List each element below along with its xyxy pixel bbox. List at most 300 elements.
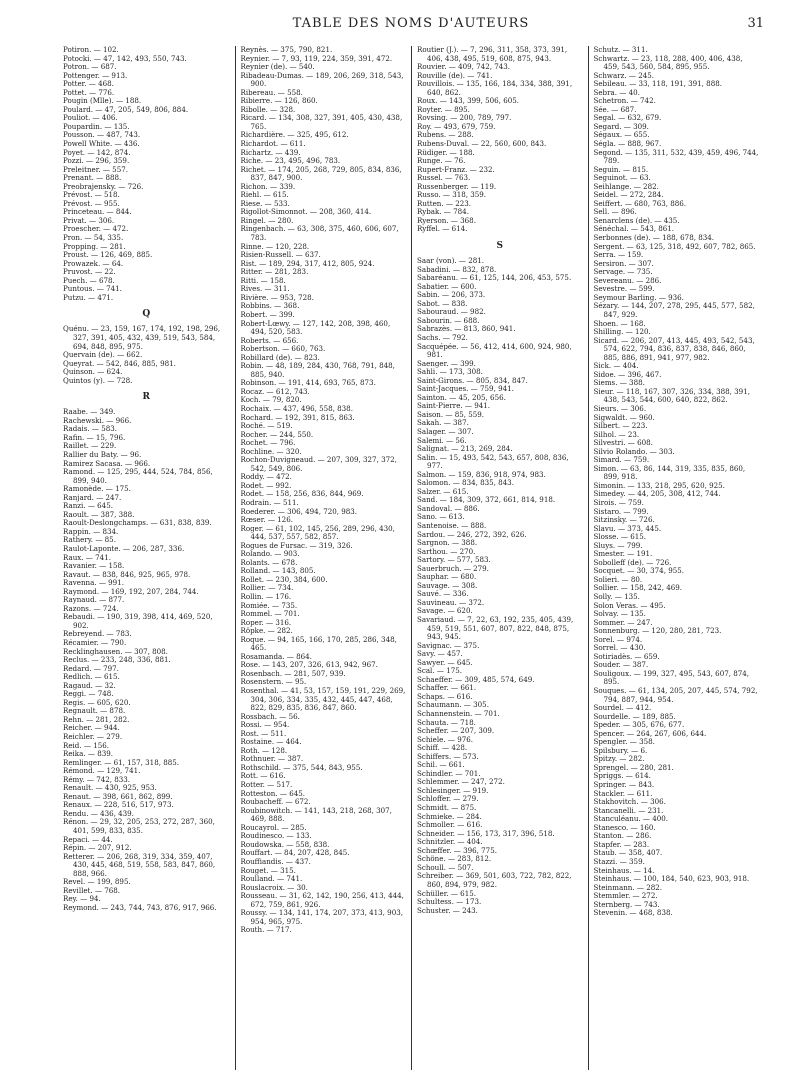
author-entry: Rochet. — 796. bbox=[240, 438, 296, 448]
author-entry: Prévost. — 955. bbox=[63, 198, 120, 208]
author-entry: Rybak. — 784. bbox=[417, 207, 469, 217]
section-letter: R bbox=[142, 392, 150, 403]
author-entry: Sahli. — 173, 308. bbox=[417, 367, 483, 377]
author-entry: Reggi. — 748. bbox=[63, 689, 114, 699]
author-entry: Poupardin. — 135. bbox=[63, 121, 130, 131]
author-entry: Roy. — 493, 679, 759. bbox=[417, 121, 496, 131]
author-entry: Schmieke. — 284. bbox=[417, 811, 482, 821]
author-entry: Schreiber. — 369, 501, 603, 722, 782, 822, 860, 894, 979, 982. bbox=[417, 871, 572, 889]
author-entry: Potocki. — 47, 142, 493, 550, 743. bbox=[63, 53, 187, 63]
author-entry: Roux. — 143, 399, 506, 605. bbox=[417, 96, 519, 106]
author-entry: Rouvier. — 409, 742, 743. bbox=[417, 62, 511, 72]
author-entry: Staub. — 358, 407. bbox=[593, 848, 663, 858]
author-entry: Routh. — 717. bbox=[240, 925, 292, 935]
author-entry: Sauvineau. — 372. bbox=[417, 597, 485, 607]
author-entry: Rost. — 511. bbox=[240, 728, 287, 738]
author-entry: Rossbach. — 56. bbox=[240, 711, 300, 721]
author-entry: Radais. — 583. bbox=[63, 424, 118, 434]
author-entry: Rostaine. — 464. bbox=[240, 737, 302, 747]
author-entry: Rolants. — 678. bbox=[240, 557, 298, 567]
author-entry: Potiron. — 102. bbox=[63, 46, 119, 54]
author-entry: Regis. — 605, 620. bbox=[63, 697, 131, 707]
author-entry: Steinmann. — 282. bbox=[593, 882, 662, 892]
author-entry: Roger. — 61, 102, 145, 256, 289, 296, 430, 444, 537, 557, 582, 857. bbox=[240, 523, 395, 542]
author-entry: Rivière. — 953, 728. bbox=[240, 292, 314, 302]
author-entry: Segal. — 632, 679. bbox=[593, 113, 662, 123]
author-entry: Rist. — 189, 294, 317, 412, 805, 924. bbox=[240, 258, 375, 268]
author-entry: Revillet. — 768. bbox=[63, 885, 121, 895]
author-entry: Souques. — 61, 134, 205, 207, 445, 574, 792, 794, 887, 944, 954. bbox=[593, 686, 758, 704]
author-entry: Sauphar. — 680. bbox=[417, 572, 477, 582]
author-entry: Salemi. — 56. bbox=[417, 435, 467, 445]
author-entry: Sieurs. — 306. bbox=[593, 403, 647, 413]
author-entry: Princeteau. — 844. bbox=[63, 207, 132, 217]
author-entry: Sardou. — 246, 272, 392, 626. bbox=[417, 529, 527, 539]
author-entry: Recklinghausen. — 307, 808. bbox=[63, 646, 168, 656]
author-entry: Raabe. — 349. bbox=[63, 407, 116, 417]
author-entry: Ravenna. — 991. bbox=[63, 578, 124, 588]
author-entry: Prévost. — 518. bbox=[63, 190, 120, 200]
author-entry: Simard. — 759. bbox=[593, 455, 650, 465]
author-entry: Schlesinger. — 919. bbox=[417, 785, 489, 795]
author-entry: Rotteston. — 645. bbox=[240, 788, 305, 798]
author-entry: Silvestri. — 608. bbox=[593, 438, 653, 448]
author-entry: Rouffart. — 84, 207, 428, 845. bbox=[240, 848, 350, 858]
author-entry: Preleitner. — 557. bbox=[63, 164, 128, 174]
author-entry: Sarthou. — 270. bbox=[417, 546, 476, 556]
author-entry: Rey. — 94. bbox=[63, 894, 101, 904]
section-letter: Q bbox=[142, 309, 151, 320]
author-entry: Sonnenburg. — 120, 280, 281, 723. bbox=[593, 626, 722, 636]
author-entry: Sabot. — 838. bbox=[417, 298, 468, 308]
author-entry: Pottet. — 776. bbox=[63, 87, 115, 97]
author-entry: Propping. — 281. bbox=[63, 241, 126, 251]
author-entry: Rommel. — 701. bbox=[240, 609, 300, 619]
author-entry: Privat. — 306. bbox=[63, 215, 115, 225]
author-entry: Sprengel. — 280, 281. bbox=[593, 762, 674, 772]
author-entry: Sotiriadès. — 659. bbox=[593, 651, 660, 661]
author-entry: Stemmler. — 272. bbox=[593, 891, 658, 901]
author-entry: Stevenin. — 468, 838. bbox=[593, 908, 673, 918]
author-entry: Proescher. — 472. bbox=[63, 224, 129, 234]
author-entry: Roberts. — 656. bbox=[240, 335, 299, 345]
author-entry: Rappin. — 834. bbox=[63, 526, 119, 536]
author-entry: Scheffer. — 207, 309. bbox=[417, 726, 495, 736]
author-entry: Robinson. — 191, 414, 693, 765, 873. bbox=[240, 378, 376, 388]
author-entry: Ségaux. — 655. bbox=[593, 130, 650, 140]
author-entry: Sauerbruch. — 279. bbox=[417, 563, 489, 573]
author-entry: Salzer. — 615. bbox=[417, 486, 469, 496]
author-entry: Steinhaus. — 100, 184, 540, 623, 903, 918. bbox=[593, 874, 750, 884]
author-entry: Schaps. — 616. bbox=[417, 691, 473, 701]
author-entry: Stanesco. — 160. bbox=[593, 822, 656, 832]
author-entry: Socquet. — 30, 374, 955. bbox=[593, 566, 685, 576]
author-entry: Sebra. — 40. bbox=[593, 87, 640, 97]
author-entry: Prowazek. — 64. bbox=[63, 258, 124, 268]
author-entry: Sauvage. — 308. bbox=[417, 580, 478, 590]
page-number: 31 bbox=[747, 16, 764, 31]
author-entry: Spencer. — 264, 267, 606, 644. bbox=[593, 728, 707, 738]
author-entry: Rebaudi. — 190, 319, 398, 414, 469, 520, 902. bbox=[63, 612, 213, 630]
author-entry: Queyrat. — 542, 846, 885, 981. bbox=[63, 358, 176, 368]
author-entry: Stancanelli. — 231. bbox=[593, 805, 664, 815]
author-entry: Rodrain. — 511. bbox=[240, 497, 299, 507]
author-entry: Rouville (de). — 741. bbox=[417, 70, 493, 80]
author-entry: Roederer. — 306, 494, 720, 983. bbox=[240, 506, 358, 516]
author-entry: Remlinger. — 61, 157, 318, 885. bbox=[63, 757, 180, 767]
author-entry: Renault. — 430, 925, 953. bbox=[63, 783, 157, 793]
author-entry: Schultess. — 173. bbox=[417, 897, 482, 907]
author-entry: Rosamanda. — 864. bbox=[240, 651, 312, 661]
author-entry: Sézary. — 144, 207, 278, 295, 445, 577, 582, 847, 929. bbox=[593, 301, 755, 319]
author-entry: Savignac. — 375. bbox=[417, 640, 480, 650]
author-entry: Springer. — 843. bbox=[593, 780, 655, 790]
author-entry: Rott. — 616. bbox=[240, 771, 286, 781]
author-entry: Stapfer. — 283. bbox=[593, 839, 650, 849]
author-entry: Rouget. — 315. bbox=[240, 865, 296, 875]
author-entry: Salmon. — 159, 836, 918, 974, 983. bbox=[417, 469, 546, 479]
author-entry: Robillard (de). — 823. bbox=[240, 352, 320, 362]
author-entry: Saar (von). — 281. bbox=[417, 256, 484, 266]
author-entry: Rathery. — 85. bbox=[63, 535, 116, 545]
author-entry: Ribolle. — 328. bbox=[240, 104, 296, 114]
author-entry: Schannenstein. — 701. bbox=[417, 709, 500, 719]
author-entry: Rochline. — 320. bbox=[240, 446, 302, 456]
author-entry: Rochard. — 192, 391, 815, 863. bbox=[240, 412, 355, 422]
author-entry: Raux. — 741. bbox=[63, 552, 111, 562]
author-entry: Rollet. — 230, 384, 600. bbox=[240, 574, 328, 584]
author-entry: Schaffer. — 661. bbox=[417, 683, 477, 693]
author-entry: Seiffert. — 680, 763, 886. bbox=[593, 198, 687, 208]
author-entry: Saint-Girons. — 805, 834, 847. bbox=[417, 375, 528, 385]
author-entry: Shoen. — 168. bbox=[593, 318, 646, 328]
author-entry: Prenant. — 888. bbox=[63, 173, 122, 183]
author-entry: Simon. — 63, 86, 144, 319, 335, 835, 860, 899, 918. bbox=[593, 463, 746, 482]
author-entry: Redlich. — 615. bbox=[63, 672, 120, 682]
author-entry: Schaumann. — 305. bbox=[417, 700, 489, 710]
author-entry: Russel. — 763. bbox=[417, 173, 471, 183]
author-entry: Sell. — 896. bbox=[593, 207, 637, 217]
author-entry: Pouliot. — 406. bbox=[63, 113, 118, 123]
author-entry: Russenberger. — 119. bbox=[417, 181, 497, 191]
author-entry: Sabadini. — 832, 878. bbox=[417, 264, 497, 274]
author-entry: Retterer. — 206, 268, 319, 334, 359, 407, 430, 445, 468, 519, 558, 583, 847, 860, 888, 966. bbox=[63, 851, 216, 878]
author-entry: Rosenstern. — 95. bbox=[240, 677, 307, 687]
author-entry: Saenger. — 399. bbox=[417, 358, 476, 368]
author-entry: Schaeffer. — 309, 485, 574, 649. bbox=[417, 674, 535, 684]
author-entry: Seymour Barling. — 936. bbox=[593, 292, 684, 302]
author-entry: Rodet. — 158, 256, 836, 844, 969. bbox=[240, 489, 364, 499]
author-entry: Roubinowitch. — 141, 143, 218, 268, 307, 469, 888. bbox=[240, 805, 392, 824]
author-entry: Sitzinsky. — 726. bbox=[593, 515, 655, 525]
author-entry: Rendu. — 436, 439. bbox=[63, 808, 134, 818]
author-entry: Schauta. — 718. bbox=[417, 717, 476, 727]
author-entry: Scal. — 175. bbox=[417, 666, 462, 676]
author-entry: Ryerson. — 368. bbox=[417, 215, 476, 225]
author-entry: Ricard. — 134, 308, 327, 391, 405, 430, 438, 765. bbox=[240, 113, 403, 131]
author-entry: Rachewski. — 966. bbox=[63, 415, 132, 425]
author-entry: Sommer. — 247. bbox=[593, 617, 653, 627]
author-entry: Rupert-Franz. — 232. bbox=[417, 164, 495, 174]
author-entry: Sorrel. — 430. bbox=[593, 643, 646, 653]
author-entry: Sabin. — 206, 373. bbox=[417, 290, 486, 300]
author-entry: Regnault. — 878. bbox=[63, 706, 126, 716]
author-entry: Rubens-Duval. — 22, 560, 600, 843. bbox=[417, 139, 547, 149]
author-entry: Risien-Russell. — 637. bbox=[240, 250, 321, 260]
author-entry: Royter. — 895. bbox=[417, 104, 470, 114]
author-entry: Spengler. — 358. bbox=[593, 737, 655, 747]
author-entry: Sachs. — 792. bbox=[417, 332, 468, 342]
author-entry: Raillet. — 229. bbox=[63, 441, 117, 451]
author-entry: Rochon-Duvigneaud. — 207, 309, 327, 372, 542, 549, 806. bbox=[240, 455, 397, 473]
author-entry: Schutz. — 311. bbox=[593, 46, 648, 54]
author-entry: Sabrazès. — 813, 860, 941. bbox=[417, 324, 516, 334]
author-entry: Stackler. — 611. bbox=[593, 788, 653, 798]
author-entry: Récamier. — 790. bbox=[63, 638, 127, 647]
author-entry: Savage. — 620. bbox=[417, 606, 473, 616]
author-entry: Sollier. — 158, 242, 469. bbox=[593, 583, 682, 593]
author-entry: Schiffers. — 573. bbox=[417, 751, 479, 761]
author-entry: Ramirez Sacasa. — 966. bbox=[63, 458, 151, 468]
author-entry: Schöne. — 283, 812. bbox=[417, 854, 492, 864]
author-entry: Ramonède. — 175. bbox=[63, 484, 131, 494]
author-entry: Reichler. — 279. bbox=[63, 732, 123, 742]
author-entry: Segond. — 135, 311, 532, 439, 459, 496, 744, 789. bbox=[593, 147, 759, 166]
author-entry: Siems. — 388. bbox=[593, 378, 645, 388]
author-entry: Souder. — 387. bbox=[593, 660, 649, 670]
author-entry: Ramond. — 125, 295, 444, 524, 784, 856, 899, 940. bbox=[63, 467, 213, 485]
author-entry: Rousseau. — 31, 62, 142, 190, 256, 413, 444, 672, 759, 861, 926. bbox=[240, 891, 404, 909]
author-entry: Sourdel. — 412. bbox=[593, 703, 652, 713]
author-entry: Richet. — 174, 205, 268, 729, 805, 834, 836, 837, 847, 900. bbox=[240, 164, 402, 183]
author-entry: Slavu. — 373, 445. bbox=[593, 523, 662, 533]
author-entry: Roudinesco. — 133. bbox=[240, 831, 312, 841]
author-entry: Sebileau. — 33, 118, 191, 391, 888. bbox=[593, 79, 722, 89]
author-entry: Shilling. — 120. bbox=[593, 327, 651, 337]
author-entry: Roulland. — 741. bbox=[240, 874, 303, 884]
author-entry: Silvio Rolando. — 303. bbox=[593, 446, 675, 456]
author-entry: Solieri. — 80. bbox=[593, 574, 643, 584]
author-entry: Quénu. — 23, 159, 167, 174, 192, 198, 296, 327, 391, 405, 432, 439, 519, 543, 584, 694, 848, 895, 975. bbox=[63, 324, 221, 351]
author-entry: Rüdiger. — 188. bbox=[417, 147, 475, 157]
author-entry: Powell White. — 436. bbox=[63, 139, 140, 149]
author-entry: Stazzi. — 359. bbox=[593, 856, 645, 866]
author-entry: Schiele. — 976. bbox=[417, 734, 473, 744]
author-entry: Salignat. — 213, 269, 284. bbox=[417, 444, 513, 454]
author-entry: Pougin (Mlle). — 188. bbox=[63, 96, 142, 106]
author-entry: Sorel. — 974. bbox=[593, 634, 643, 644]
author-entry: Schœffer. — 396, 775. bbox=[417, 845, 497, 855]
author-entry: Ribereau. — 558. bbox=[240, 87, 303, 97]
author-entry: Schlemmer. — 247, 272. bbox=[417, 777, 505, 787]
author-entry: Rigollot-Simonnot. — 208, 360, 414. bbox=[240, 207, 372, 217]
author-entry: Ritti. — 158. bbox=[240, 275, 286, 285]
author-entry: Segard. — 309. bbox=[593, 121, 649, 131]
author-entry: Raoult. — 387, 388. bbox=[63, 509, 135, 519]
author-entry: Rives. — 311. bbox=[240, 284, 290, 294]
author-entry: Sick. — 404. bbox=[593, 361, 639, 371]
author-entry: Routier (J.). — 7, 296, 311, 358, 373, 391, 406, 438, 495, 519, 608, 875, 943. bbox=[417, 46, 568, 63]
author-entry: Schindler. — 701. bbox=[417, 768, 481, 778]
author-entry: Pruvost. — 22. bbox=[63, 267, 116, 277]
author-entry: Richardière. — 325, 495, 612. bbox=[240, 130, 349, 140]
author-entry: Seguin. — 815. bbox=[593, 164, 649, 174]
author-entry: Ryffel. — 614. bbox=[417, 224, 468, 234]
author-entry: Schloffer. — 279. bbox=[417, 794, 479, 804]
author-entry: Sternberg. — 743. bbox=[593, 899, 660, 909]
author-entry: Schiff. — 428. bbox=[417, 743, 468, 753]
author-entry: Rossi. — 954. bbox=[240, 720, 290, 730]
author-entry: Ravanier. — 158. bbox=[63, 561, 125, 571]
author-entry: Sabourin. — 688. bbox=[417, 315, 480, 325]
author-entry: Schnitzler. — 404. bbox=[417, 837, 483, 847]
author-entry: Quintos (y). — 728. bbox=[63, 375, 133, 385]
author-entry: Rothschild. — 375, 544, 843, 955. bbox=[240, 762, 363, 772]
author-entry: Reicher. — 944. bbox=[63, 723, 120, 733]
author-entry: Sirois. — 759. bbox=[593, 497, 644, 507]
author-entry: Solly. — 135. bbox=[593, 592, 640, 601]
author-entry: Salomon. — 834, 835, 843. bbox=[417, 478, 514, 488]
author-entry: Schwartz. — 23, 118, 288, 400, 406, 438, 459, 543, 560, 584, 895, 955. bbox=[593, 53, 743, 72]
author-entry: Ravaut. — 838, 846, 925, 965, 978. bbox=[63, 569, 191, 579]
author-entry: Sabatier. — 600. bbox=[417, 281, 477, 291]
author-entry: Poulard. — 47, 205, 549, 806, 884. bbox=[63, 104, 189, 114]
author-entry: Poyet. — 142, 874. bbox=[63, 147, 131, 157]
author-entry: Silbert. — 223. bbox=[593, 421, 648, 431]
author-entry: Rollier. — 734. bbox=[240, 583, 294, 593]
author-entry: Ringenbach. — 63, 308, 375, 460, 606, 607, 783. bbox=[240, 224, 399, 243]
author-entry: Savariaud. — 7, 22, 63, 192, 235, 405, 439, 459, 519, 551, 607, 807, 822, 848, 875, 943, 945. bbox=[417, 615, 574, 642]
author-entry: Stanculéanu. — 400. bbox=[593, 814, 669, 824]
author-entry: Servage. — 735. bbox=[593, 267, 653, 277]
author-entry: Sacquépée. — 56, 412, 414, 600, 924, 980, 981. bbox=[417, 341, 572, 360]
author-entry: Santenoise. — 888. bbox=[417, 520, 487, 530]
author-entry: Roudowska. — 558, 838. bbox=[240, 839, 330, 849]
author-entry: Sistaro. — 799. bbox=[593, 506, 649, 516]
author-entry: Steinhaus. — 14. bbox=[593, 865, 655, 875]
author-entry: Proust. — 126, 469, 885. bbox=[63, 250, 153, 260]
author-entry: Riese. — 533. bbox=[240, 198, 290, 208]
author-entry: Sluys. — 799. bbox=[593, 540, 643, 550]
author-entry: Sabouraud. — 982. bbox=[417, 307, 486, 317]
author-entry: Rosenthal. — 41, 53, 157, 159, 191, 229, 269, 304, 306, 334, 335, 432, 445, 447, 468, 822, 829, 835, 836, 847, 860. bbox=[240, 686, 406, 713]
author-entry: Roper. — 316. bbox=[240, 617, 292, 627]
author-entry: Schneider. — 156, 173, 317, 396, 518. bbox=[417, 828, 555, 838]
author-entry: Puech. — 678. bbox=[63, 275, 115, 285]
author-entry: Röpke. — 282. bbox=[240, 626, 293, 636]
author-entry: Stanton. — 286. bbox=[593, 831, 652, 841]
index-column bbox=[411, 46, 588, 1070]
author-entry: Robert-Lœwy. — 127, 142, 208, 398, 460, 494, 520, 583. bbox=[240, 318, 391, 337]
author-entry: Roussy. — 134, 141, 174, 207, 373, 413, 903, 954, 965, 975. bbox=[240, 908, 403, 926]
author-entry: Rebreyend. — 783. bbox=[63, 629, 132, 639]
author-entry: Rinne. — 120, 228. bbox=[240, 241, 310, 251]
author-entry: Ribadeau-Dumas. — 189, 206, 269, 318, 543, 900. bbox=[240, 70, 404, 89]
author-entry: Riehl. — 615. bbox=[240, 190, 289, 200]
author-entry: Serra. — 159. bbox=[593, 250, 644, 260]
author-entry: Richartz. — 439. bbox=[240, 147, 301, 157]
author-entry: Sieur. — 118, 167, 307, 326, 334, 388, 391, 438, 543, 544, 600, 640, 822, 862. bbox=[593, 386, 750, 405]
author-entry: Rose. — 143, 207, 326, 613, 942, 967. bbox=[240, 660, 378, 670]
author-entry: Silhol. — 23. bbox=[593, 429, 640, 439]
author-entry: Sainton. — 45, 205, 656. bbox=[417, 392, 506, 402]
author-entry: Savy. — 457. bbox=[417, 649, 463, 659]
author-entry: Roucayrol. — 285. bbox=[240, 822, 307, 832]
author-entry: Razons. — 724. bbox=[63, 603, 119, 613]
author-entry: Sigwaldt. — 960. bbox=[593, 412, 655, 422]
author-entry: Rehn. — 281, 282. bbox=[63, 714, 130, 724]
author-entry: Seihlange. — 282. bbox=[593, 181, 659, 191]
author-entry: Sakah. — 387. bbox=[417, 418, 469, 428]
author-entry: Rouffiandis. — 437. bbox=[240, 856, 311, 866]
author-entry: Rémy. — 742, 833. bbox=[63, 774, 131, 784]
author-entry: Quinson. — 624. bbox=[63, 367, 123, 377]
author-entry: Reynier. — 7, 93, 119, 224, 359, 391, 472. bbox=[240, 53, 393, 63]
author-entry: Ragaud. — 32. bbox=[63, 680, 116, 690]
author-entry: Runge. — 76. bbox=[417, 156, 466, 166]
author-entry: Rotter. — 517. bbox=[240, 780, 293, 790]
author-entry: Salager. — 307. bbox=[417, 426, 474, 436]
author-entry: Rémond. — 129, 741. bbox=[63, 766, 141, 776]
author-entry: Severeanu. — 286. bbox=[593, 275, 662, 285]
author-entry: Sand. — 184, 309, 372, 661, 814, 918. bbox=[417, 495, 556, 505]
author-entry: Rouvillois. — 135, 166, 184, 334, 388, 391, 640, 862. bbox=[417, 79, 573, 97]
author-entry: Schwarz. — 245. bbox=[593, 70, 654, 80]
author-entry: Sersiron. — 307. bbox=[593, 258, 654, 268]
author-entry: Revel. — 199, 895. bbox=[63, 877, 131, 887]
index-column bbox=[235, 46, 412, 1070]
author-entry: Sargnon. — 388. bbox=[417, 538, 478, 548]
author-entry: Richon. — 339. bbox=[240, 181, 296, 191]
author-entry: Sevestre. — 599. bbox=[593, 284, 655, 294]
author-entry: Schmoller. — 616. bbox=[417, 820, 483, 830]
author-entry: Raulot-Laponte. — 206, 287, 336. bbox=[63, 543, 185, 553]
author-entry: Slosse. — 615. bbox=[593, 532, 647, 542]
author-entry: Salin. — 15, 493, 542, 543, 657, 808, 836, 977. bbox=[417, 452, 569, 471]
author-entry: Sandoval. — 886. bbox=[417, 503, 480, 513]
author-entry: Ranjard. — 247. bbox=[63, 492, 122, 502]
author-entry: Simonin. — 133, 218, 295, 620, 925. bbox=[593, 480, 725, 490]
author-entry: Stakhovitch. — 306. bbox=[593, 797, 666, 807]
author-entry: Serbonnes (de). — 188, 678, 834. bbox=[593, 233, 715, 243]
author-entry: Rollin. — 176. bbox=[240, 592, 292, 601]
author-entry: Ritter. — 281, 283. bbox=[240, 267, 309, 277]
section-letter: S bbox=[496, 241, 503, 252]
author-entry: Seidel. — 272, 284. bbox=[593, 190, 664, 200]
author-entry: Richardot. — 611. bbox=[240, 139, 306, 149]
author-entry: Sergent. — 63, 125, 318, 492, 607, 782, 865. bbox=[593, 241, 756, 251]
index-column bbox=[58, 46, 235, 1070]
author-entry: Rochaix. — 437, 496, 558, 838. bbox=[240, 403, 353, 413]
author-entry: Senarclens (de). — 435. bbox=[593, 215, 680, 225]
author-entry: Rovsing. — 200, 789, 797. bbox=[417, 113, 512, 123]
author-entry: Roché. — 519. bbox=[240, 421, 293, 431]
author-entry: Rutten. — 223. bbox=[417, 198, 472, 208]
author-entry: Rogues de Fursac. — 319, 326. bbox=[240, 540, 353, 550]
author-entry: Rubens. — 288. bbox=[417, 130, 474, 140]
author-entry: Saint-Pierre. — 941. bbox=[417, 401, 491, 411]
author-entry: Sobolleff (de). — 726. bbox=[593, 557, 672, 567]
author-entry: Roubacheff. — 672. bbox=[240, 797, 311, 807]
author-entry: Rénon. — 29, 32, 205, 253, 272, 287, 360, 401, 599, 833, 835. bbox=[63, 817, 215, 836]
author-entry: Spilsbury. — 6. bbox=[593, 745, 648, 755]
author-entry: Schil. — 661. bbox=[417, 760, 465, 770]
author-entry: Reid. — 156. bbox=[63, 740, 110, 750]
index-column bbox=[588, 46, 765, 1070]
author-entry: Pottenger. — 913. bbox=[63, 70, 128, 80]
author-entry: Preobrajensky. — 726. bbox=[63, 181, 144, 191]
author-entry: Rosenbach. — 281, 507, 939. bbox=[240, 668, 346, 678]
